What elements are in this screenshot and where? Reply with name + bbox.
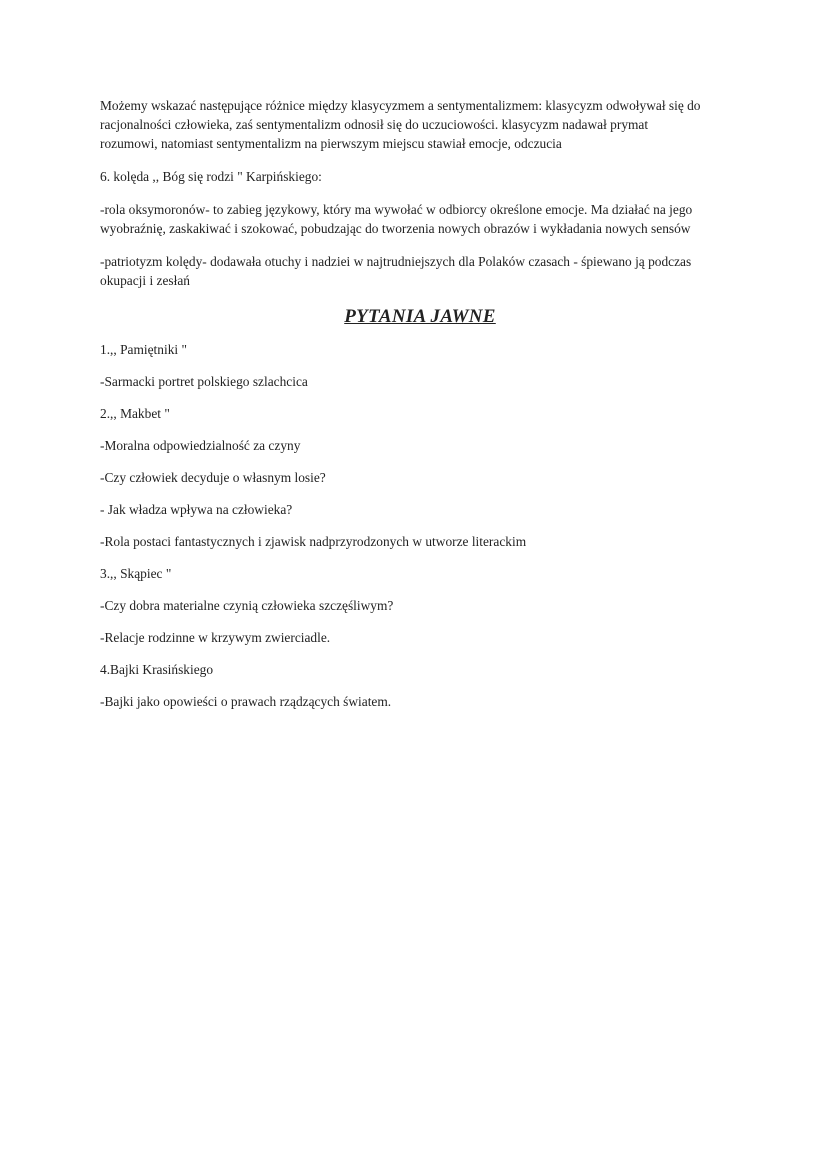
question-line: -Czy człowiek decyduje o własnym losie? — [100, 470, 326, 485]
intro-paragraph — [100, 96, 740, 153]
item6-point-line: okupacji i zesłań — [100, 273, 190, 288]
questions-list — [100, 340, 740, 711]
intro-line: racjonalności człowieka, zaś sentymentalizm odnosił się do uczuciowości. klasycyzm nadawał prymat — [100, 117, 649, 132]
intro-line: Możemy wskazać następujące różnice między klasycyzmem a sentymentalizmem: klasycyzm odwoływał się do — [100, 98, 701, 113]
item6-point-line: -patriotyzm kolędy- dodawała otuchy i nadziei w najtrudniejszych dla Polaków czasach - śpiewano ją podczas — [100, 254, 692, 269]
question-line: 1.,, Pamiętniki " — [100, 342, 187, 357]
intro-line: rozumowi, natomiast sentymentalizm na pierwszym miejscu stawiał emocje, odczucia — [100, 136, 562, 151]
section-heading: PYTANIA JAWNE — [344, 306, 496, 327]
question-line: -Relacje rodzinne w krzywym zwierciadle. — [100, 630, 331, 645]
item6-title: 6. kolęda ,, Bóg się rodzi " Karpińskiego: — [100, 169, 322, 184]
question-line: -Rola postaci fantastycznych i zjawisk nadprzyrodzonych w utworze literackim — [100, 534, 527, 549]
question-line: -Moralna odpowiedzialność za czyny — [100, 438, 301, 453]
item6-point-oxymorons — [100, 200, 740, 238]
question-line: -Czy dobra materialne czynią człowieka szczęśliwym? — [100, 598, 394, 613]
item6-point-patriotism — [100, 252, 740, 290]
document-page — [100, 96, 740, 711]
question-line: -Sarmacki portret polskiego szlachcica — [100, 374, 308, 389]
question-line: -Bajki jako opowieści o prawach rządzących światem. — [100, 694, 392, 709]
question-line: 3.,, Skąpiec " — [100, 566, 172, 581]
question-line: 2.,, Makbet " — [100, 406, 170, 421]
question-line: 4.Bajki Krasińskiego — [100, 662, 214, 677]
question-line: - Jak władza wpływa na człowieka? — [100, 502, 293, 517]
item6-point-line: -rola oksymoronów- to zabieg językowy, który ma wywołać w odbiorcy określone emocje. Ma działać na jego — [100, 202, 693, 217]
item6-point-line: wyobraźnię, zaskakiwać i szokować, pobudzając do tworzenia nowych obrazów i wykładania nowych sensów — [100, 221, 691, 236]
